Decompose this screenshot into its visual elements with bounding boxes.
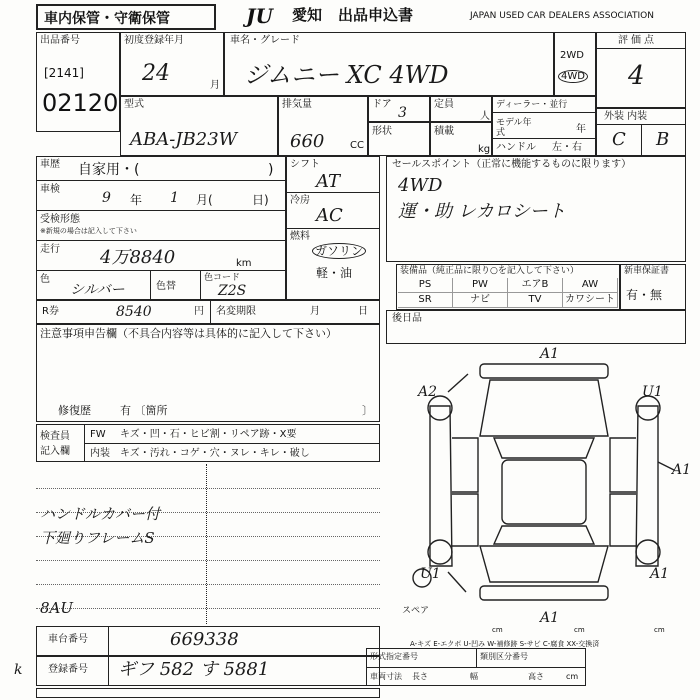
dealer-label: ディーラー・並行	[496, 100, 568, 110]
first-reg-month-unit: 月	[210, 80, 220, 91]
mark-front: A1	[540, 346, 560, 362]
equipment-item: カワシート	[563, 293, 618, 308]
wheel-rear-left	[428, 540, 452, 564]
accept-sub: ※新規の場合は記入して下さい	[40, 227, 137, 235]
equipment-item: SR	[398, 293, 453, 308]
height-unit: 高さ	[528, 672, 544, 681]
usage-value: 自家用・(	[78, 162, 140, 178]
warranty-label: 新車保証書	[624, 266, 670, 276]
shape-label: 形状	[372, 126, 392, 137]
ext-int-label: 外装 内装	[604, 111, 648, 122]
ac-label: 冷房	[290, 195, 310, 206]
caution-label: 注意事項申告欄（不具合内容等は具体的に記入して下さい）	[40, 327, 337, 340]
doors-label: ドア	[372, 99, 392, 110]
lot-sub: [2141]	[44, 66, 84, 80]
r-ticket-row	[36, 300, 380, 324]
inspection-month: 1	[170, 190, 179, 206]
english-title: JAPAN USED CAR DEALERS ASSOCIATION	[470, 11, 654, 21]
interior-items: キズ・汚れ・コゲ・穴・ヌレ・キレ・破し	[120, 448, 310, 459]
exterior-grade: C	[612, 129, 626, 150]
fuel-label: 燃料	[290, 231, 310, 242]
mileage-unit: km	[236, 258, 252, 269]
repair-close: 〕	[362, 404, 373, 417]
drive-2wd: 2WD	[560, 50, 584, 61]
width-unit: 幅	[470, 672, 478, 681]
registration-label: 登録番号	[48, 664, 88, 675]
fw-label: FW	[90, 429, 106, 440]
mark-rear-right: A1	[650, 566, 670, 582]
displacement-label: 排気量	[282, 99, 312, 110]
capacity-label: 定員	[434, 99, 454, 110]
selling-line1: 4WD	[398, 175, 443, 196]
interior-grade: B	[656, 129, 670, 150]
fuel-gas: ガソリン	[312, 243, 366, 259]
color-label: 色	[40, 274, 50, 285]
model-label: 型式	[124, 99, 144, 110]
color-code-label: 色コード	[204, 273, 241, 283]
mileage-value: 4万8840	[100, 247, 176, 268]
interior-label: 内装	[90, 448, 110, 459]
ju-logo	[246, 5, 290, 27]
wheel-rear-right	[636, 540, 660, 564]
equipment-item: TV	[508, 293, 563, 308]
usage-label: 車歴	[40, 159, 60, 170]
note-line3: 8AU	[40, 599, 74, 617]
mark-rear-left: U1	[420, 566, 441, 582]
selling-label: セールスポイント（正常に機能するものに限ります）	[392, 159, 632, 170]
front-bumper	[480, 364, 608, 378]
equipment-item: エアB	[508, 278, 563, 293]
dimension-cm: cm	[566, 672, 579, 681]
car-name-label: 車名・グレード	[230, 35, 300, 46]
mark-right: A1	[672, 462, 692, 478]
drive-4wd: 4WD	[558, 70, 588, 83]
chassis-label: 車台番号	[48, 634, 88, 645]
repair-label: 修復歴	[58, 404, 91, 417]
rear-deck	[480, 546, 608, 582]
ac-value: AC	[316, 205, 343, 226]
equipment-item: AW	[563, 278, 618, 293]
inspection-label: 車検	[40, 184, 60, 195]
storage-title: 車内保管・守衛保管	[44, 11, 170, 27]
class-label: 類別区分番号	[480, 652, 528, 661]
inspection-year: 9	[102, 190, 111, 206]
fw-items: キズ・凹・石・ヒビ割・リペア跡・X要	[120, 429, 297, 440]
inspection-year-unit: 年	[130, 193, 143, 207]
shift-label: シフト	[290, 159, 320, 170]
mileage-label: 走行	[40, 244, 60, 255]
shift-value: AT	[316, 171, 341, 192]
inspector-label2: 記入欄	[40, 446, 70, 457]
rear-bumper	[480, 586, 608, 600]
windshield	[494, 438, 594, 458]
selling-line2: 運・助 レカロシート	[398, 201, 566, 222]
left-front-door	[452, 438, 478, 492]
note-line1: ハンドルカバー付	[40, 505, 161, 523]
bottom-strip	[36, 688, 380, 698]
displacement-unit: CC	[350, 140, 364, 151]
name-change-label: 名変期限	[216, 306, 256, 317]
car-name-value: ジムニー XC 4WD	[244, 61, 449, 89]
inspection-day-unit: 日)	[252, 193, 269, 207]
r-value: 8540	[116, 304, 152, 320]
mark-front-left: A2	[418, 384, 438, 400]
equipment-item: PS	[398, 278, 453, 293]
ju-logo-mark: JU	[246, 4, 273, 28]
model-year-label: モデル年式	[496, 118, 532, 138]
left-rear-door	[452, 494, 478, 546]
name-change-day: 日	[358, 306, 368, 317]
rear-window	[494, 526, 594, 544]
after-goods-label: 後日品	[392, 313, 422, 324]
equipment-item: PW	[453, 278, 508, 293]
mark-rear: A1	[540, 610, 560, 626]
note-line2: 下廻りフレームS	[40, 529, 155, 547]
mark-arrow-front-left	[448, 374, 468, 392]
name-change-month: 月	[310, 306, 320, 317]
length-label: 車両寸法	[370, 672, 402, 681]
brand-name: 愛知	[292, 6, 323, 24]
fuel-diesel: 軽・油	[316, 266, 353, 280]
r-unit: 円	[194, 306, 204, 317]
lot-number: 02120	[42, 89, 119, 117]
registration-value: ギフ 582 す 5881	[118, 659, 270, 680]
color-code-value: Z2S	[218, 283, 247, 299]
lot-box	[36, 32, 120, 132]
equipment-grid	[398, 278, 618, 308]
storage-title-box	[36, 4, 216, 30]
legend-cm1: cm	[492, 626, 503, 634]
drive-box	[554, 32, 596, 96]
rating-value: 4	[628, 61, 645, 91]
handle-value: 左・右	[552, 142, 582, 153]
legend-cm3: cm	[654, 626, 665, 634]
roof	[502, 460, 586, 524]
right-rear-door	[610, 494, 636, 546]
capacity-unit: 人	[480, 111, 490, 122]
legend-text: A-キズ E-エクボ U-凹み W-補修跡 S-サビ C-腐食 XX-交換済	[410, 640, 600, 648]
length-unit: 長さ	[412, 672, 428, 681]
handle-label: ハンドル	[496, 142, 536, 153]
model-value: ABA-JB23W	[130, 129, 238, 150]
rating-label: 評価点	[618, 35, 657, 46]
warranty-value: 有・無	[626, 288, 663, 302]
equipment-label: 装備品（純正品に限り○を記入して下さい）	[400, 266, 579, 276]
first-reg-label: 初度登録年月	[124, 35, 184, 46]
mark-arrow-rear-left	[448, 572, 466, 592]
load-unit: kg	[478, 144, 491, 155]
spare-label: スペア	[402, 606, 430, 616]
usage-close: )	[268, 162, 274, 178]
doors-value: 3	[398, 105, 407, 121]
after-goods-block	[386, 310, 686, 344]
color-change-label: 色替	[156, 281, 176, 292]
repair-value: 有 〔箇所	[120, 404, 168, 417]
hood	[480, 380, 608, 436]
displacement-value: 660	[290, 131, 325, 152]
inspection-month-unit: 月(	[196, 193, 213, 207]
right-front-door	[610, 438, 636, 492]
lot-label: 出品番号	[40, 35, 80, 46]
form-title: 出品申込書	[338, 6, 414, 24]
model-year-unit: 年	[576, 124, 586, 135]
r-label: R券	[42, 306, 59, 317]
load-label: 積載	[434, 126, 454, 137]
chassis-value: 669338	[170, 629, 239, 650]
mark-front-right: U1	[642, 384, 663, 400]
inspector-label1: 検査員	[40, 431, 70, 442]
first-reg-year: 24	[142, 61, 170, 86]
shape-spec-label: 形式指定番号	[370, 652, 418, 661]
equipment-item: ナビ	[453, 293, 508, 308]
color-value: シルバー	[70, 282, 125, 298]
legend-cm2: cm	[574, 626, 585, 634]
side-mark: k	[14, 662, 23, 678]
accept-label: 受検形態	[40, 214, 80, 225]
